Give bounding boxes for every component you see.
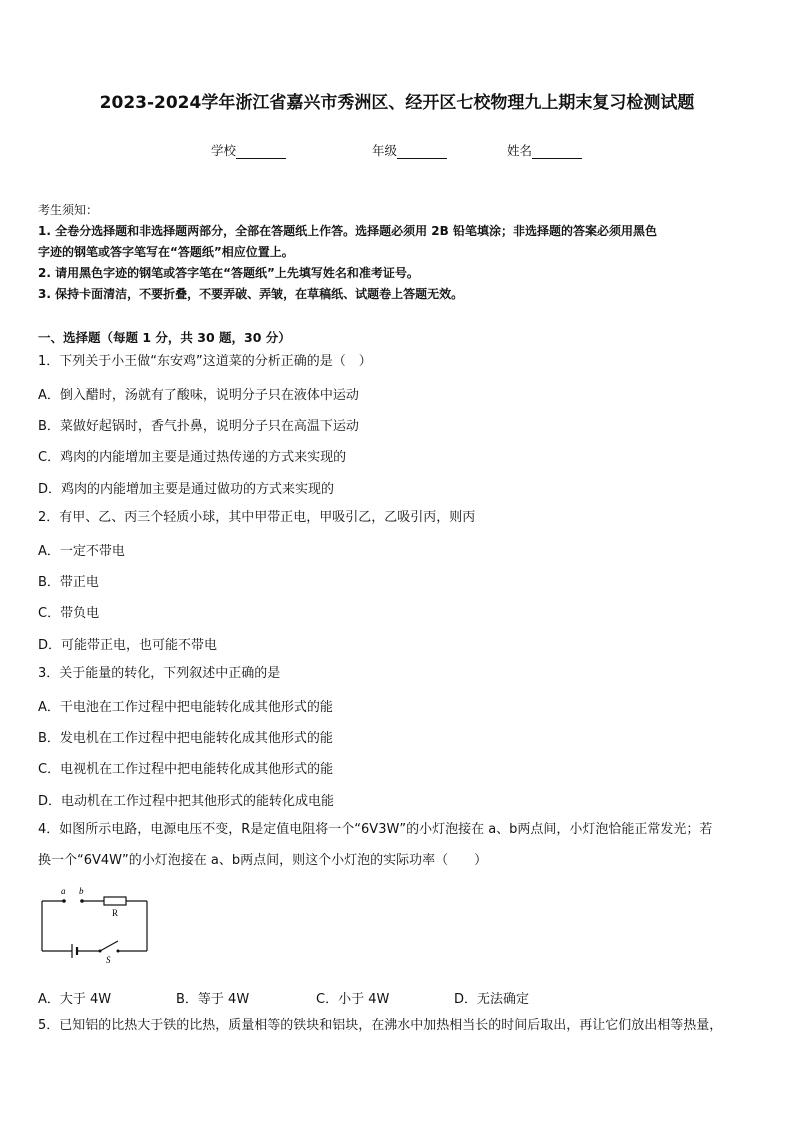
- q1-option-b: B．菜做好起锅时，香气扑鼻，说明分子只在高温下运动: [38, 419, 359, 434]
- notice-item: 2. 请用黑色字迹的钢笔或答字笔在“答题纸”上先填写姓名和准考证号。: [38, 266, 419, 280]
- exam-title: 2023-2024学年浙江省嘉兴市秀洲区、经开区七校物理九上期末复习检测试题: [99, 93, 695, 113]
- q3-option-d: D．电动机在工作过程中把其他形式的能转化成电能: [38, 794, 335, 809]
- terminal-a: [62, 899, 66, 903]
- grade-field[interactable]: [372, 141, 447, 159]
- q3-option-b: B．发电机在工作过程中把电能转化成其他形式的能: [38, 731, 333, 746]
- switch-pivot: [99, 950, 102, 953]
- notice-heading: 考生须知：: [38, 203, 99, 217]
- name-field[interactable]: [507, 141, 582, 159]
- q4-option-c: C．小于 4W: [316, 992, 390, 1007]
- q2-option-a: A．一定不带电: [38, 544, 125, 559]
- label-a: a: [61, 886, 66, 896]
- question-4-stem-line: 4．如图所示电路，电源电压不变，R是定值电阻将一个“6V3W”的小灯泡接在 a、b两点间，小灯泡恰能正常发光；若: [38, 822, 713, 837]
- school-label: 学校: [211, 143, 237, 158]
- q1-option-a: A．倒入醋时，汤就有了酸味，说明分子只在液体中运动: [38, 388, 359, 403]
- notice-item: 1. 全卷分选择题和非选择题两部分，全部在答题纸上作答。选择题必须用 2B 铅笔填涂；非选择题的答案必须用黑色: [38, 224, 657, 238]
- name-blank[interactable]: [532, 146, 582, 159]
- terminal-b: [80, 899, 84, 903]
- circuit-diagram: [38, 885, 153, 965]
- question-2-stem: 2．有甲、乙、丙三个轻质小球，其中甲带正电，甲吸引乙，乙吸引丙，则丙: [38, 510, 476, 525]
- label-r: R: [112, 908, 119, 918]
- grade-label: 年级: [372, 143, 398, 158]
- q4-option-d: D．无法确定: [454, 992, 530, 1007]
- q3-option-a: A．干电池在工作过程中把电能转化成其他形式的能: [38, 700, 333, 715]
- q4-option-a: A．大于 4W: [38, 992, 112, 1007]
- grade-blank[interactable]: [397, 146, 447, 159]
- notice-item: 3. 保持卡面清洁，不要折叠，不要弄破、弄皱，在草稿纸、试题卷上答题无效。: [38, 287, 464, 301]
- question-1-stem: 1．下列关于小王做“东安鸡”这道菜的分析正确的是（ ）: [38, 354, 372, 369]
- exam-notice: [38, 200, 758, 305]
- q1-option-c: C．鸡肉的内能增加主要是通过热传递的方式来实现的: [38, 450, 347, 465]
- school-field[interactable]: [211, 141, 286, 159]
- resistor-r: [104, 897, 126, 905]
- q2-option-c: C．带负电: [38, 606, 100, 621]
- q2-option-b: B．带正电: [38, 575, 99, 590]
- question-3-stem: 3．关于能量的转化，下列叙述中正确的是: [38, 666, 281, 681]
- switch-s-blade: [100, 941, 118, 951]
- q4-option-b: B．等于 4W: [176, 992, 250, 1007]
- q3-option-c: C．电视机在工作过程中把电能转化成其他形式的能: [38, 762, 334, 777]
- notice-item: 字迹的钢笔或答字笔写在“答题纸”相应位置上。: [38, 245, 294, 259]
- q1-option-d: D．鸡肉的内能增加主要是通过做功的方式来实现的: [38, 482, 335, 497]
- switch-contact: [117, 950, 120, 953]
- school-blank[interactable]: [236, 146, 286, 159]
- label-s: S: [106, 955, 111, 965]
- section-heading: 一、选择题（每题 1 分，共 30 题，30 分）: [38, 330, 291, 345]
- question-5-stem: 5．已知铝的比热大于铁的比热，质量相等的铁块和铝块，在沸水中加热相当长的时间后取出，再让它们放出相等热量，: [38, 1018, 723, 1033]
- question-4-stem-line: 换一个“6V4W”的小灯泡接在 a、b两点间，则这个小灯泡的实际功率（ ）: [38, 853, 488, 868]
- name-label: 姓名: [507, 143, 533, 158]
- label-b: b: [79, 886, 84, 896]
- q2-option-d: D．可能带正电，也可能不带电: [38, 638, 218, 653]
